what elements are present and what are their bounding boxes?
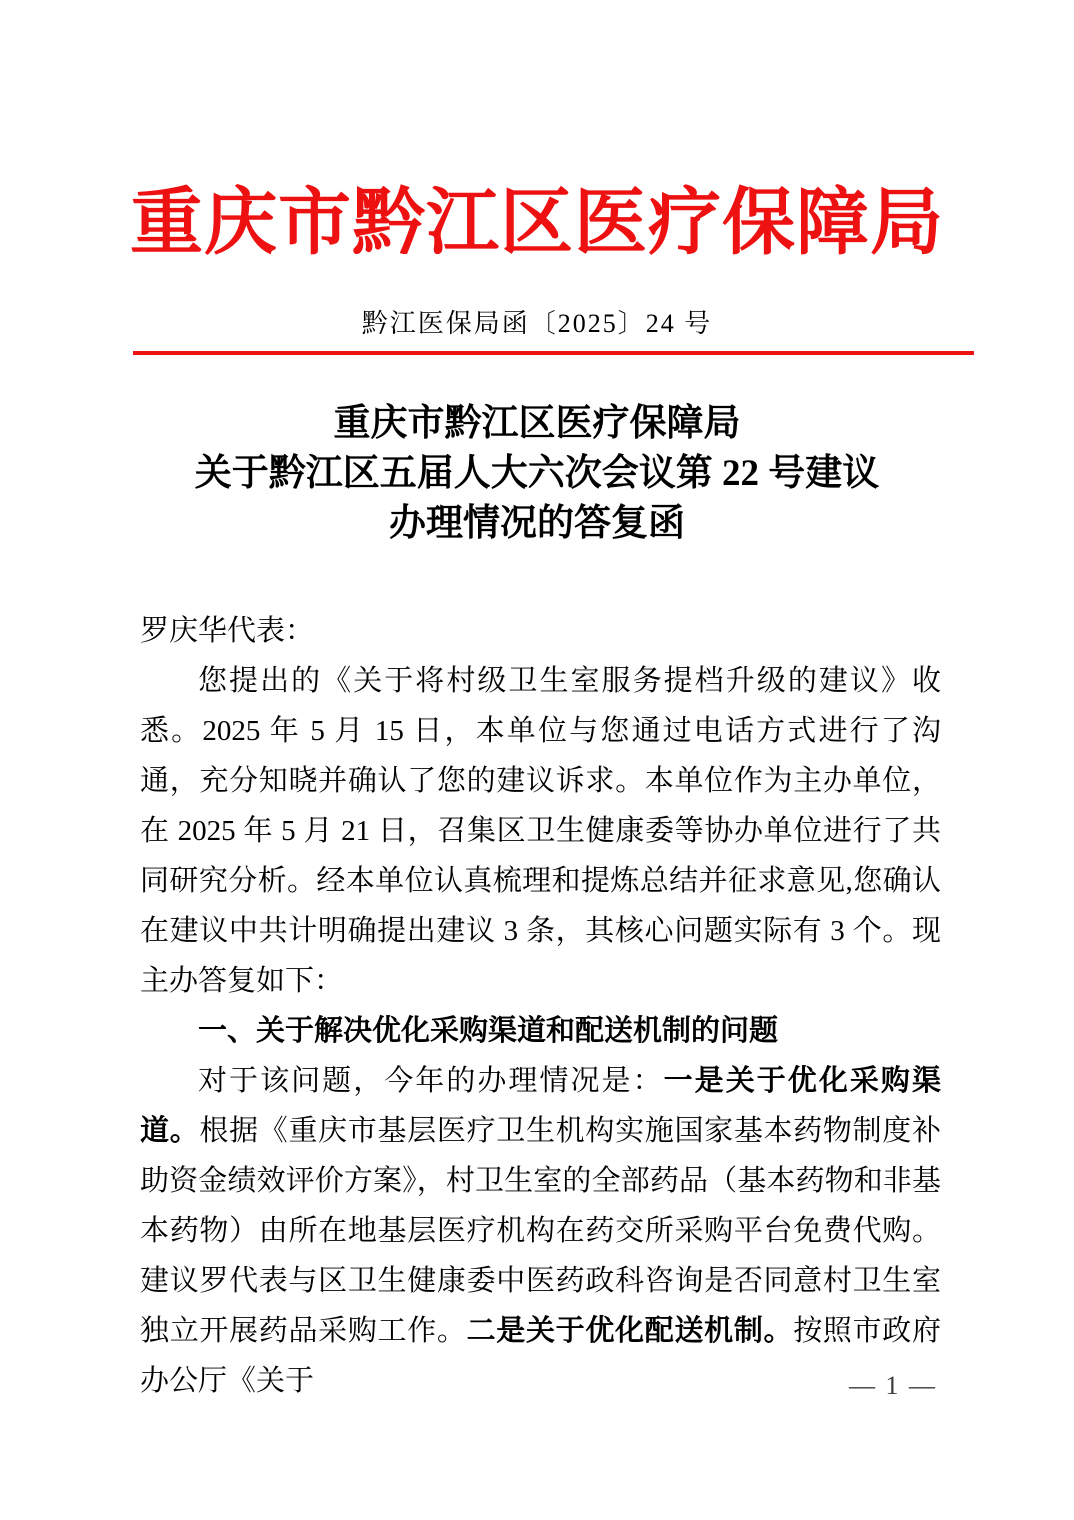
paragraph-section-1 bbox=[140, 1056, 941, 1406]
paragraph-intro: 您提出的《关于将村级卫生室服务提档升级的建议》收悉。2025 年 5 月 15 日，本单位与您通过电话方式进行了沟通，充分知晓并确认了您的建议诉求。本单位作为主办单位，在 2025 年 5 月 21 日，召集区卫生健康委等协办单位进行了共同研究分析。经本单位认真梳理和提炼总结并征求意见,您确认在建议中共计明确提出建议 3 条，其核心问题实际有 3 个。现主办答复如下： bbox=[140, 665, 941, 997]
letterhead-agency-title: 重庆市黔江区医疗保障局 bbox=[130, 182, 944, 263]
document-title bbox=[0, 399, 1074, 549]
salutation: 罗庆华代表： bbox=[140, 615, 315, 647]
emphasis-purchase-channel: 一是关于优化采购渠道。 bbox=[140, 1065, 941, 1147]
page-number: — 1 — bbox=[849, 1371, 937, 1400]
paragraph-segment: 根据《重庆市基层医疗卫生机构实施国家基本药物制度补助资金绩效评价方案》，村卫生室的全部药品（基本药物和非基本药物）由所在地基层医疗机构在药交所采购平台免费代购。建议罗代表与区卫生健康委中医药政科咨询是否同意村卫生室独立开展药品采购工作。 bbox=[140, 1115, 941, 1347]
paragraph-segment: 按照市政府办公厅《关于 bbox=[140, 1315, 941, 1397]
document-title-line-1: 重庆市黔江区医疗保障局 bbox=[333, 403, 741, 444]
red-divider-line bbox=[133, 351, 974, 355]
paragraph-segment: 对于该问题，今年的办理情况是： bbox=[198, 1065, 664, 1097]
emphasis-delivery-mechanism: 二是关于优化配送机制。 bbox=[466, 1315, 794, 1347]
document-title-line-2: 关于黔江区五届人大六次会议第 22 号建议 bbox=[194, 453, 880, 494]
document-title-line-3: 办理情况的答复函 bbox=[389, 503, 685, 544]
section-1-heading: 一、关于解决优化采购渠道和配送机制的问题 bbox=[198, 1015, 779, 1047]
document-number: 黔江医保局函〔2025〕24 号 bbox=[361, 309, 713, 338]
letter-body bbox=[140, 606, 941, 1406]
